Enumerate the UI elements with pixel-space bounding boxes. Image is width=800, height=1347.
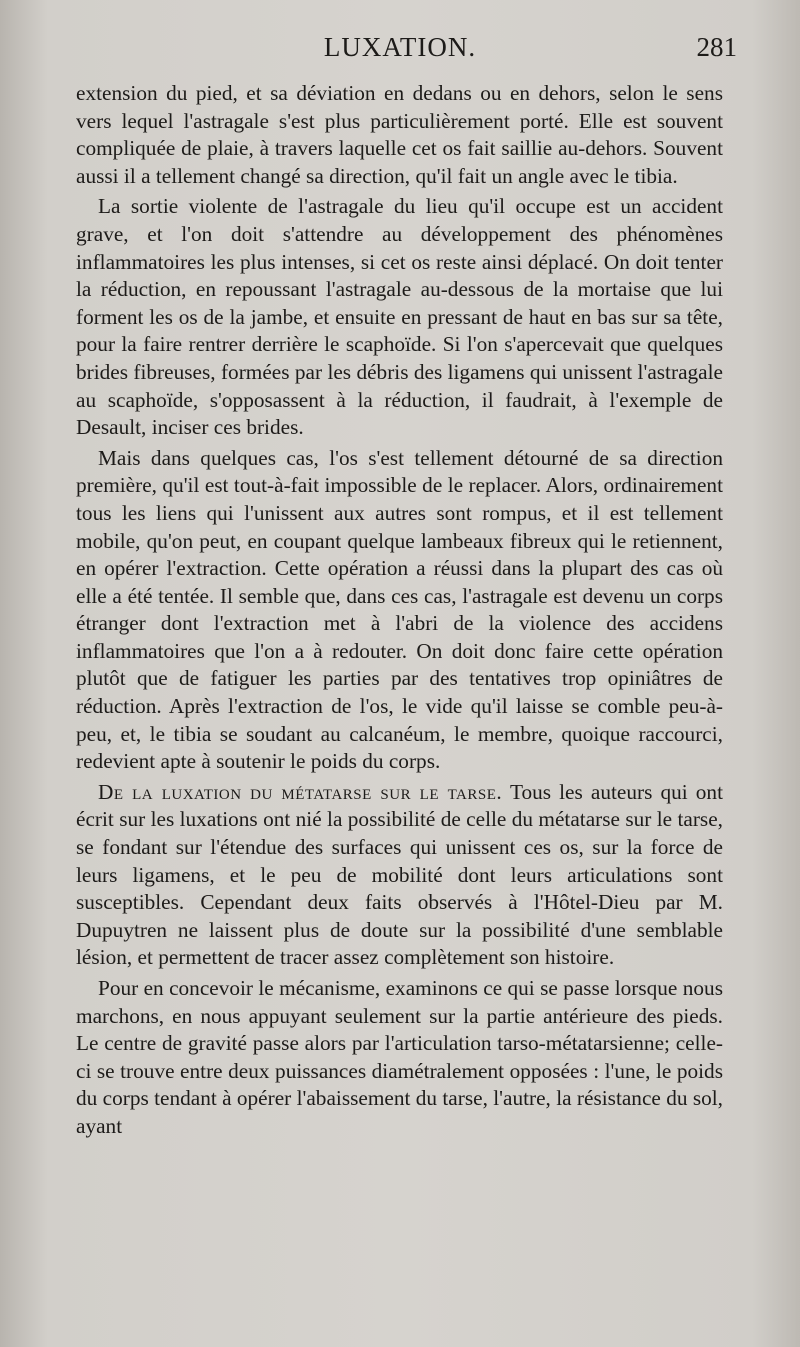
paragraph-2-text: La sortie violente de l'astragale du lieu qu'il occupe est un accident grave, et l'on doit s'attendre au développement des phénomènes inflammatoires les plus intenses, si cet os reste ainsi déplacé. On doit tenter la réduction, en repoussant l'astragale au-dessous de la mortaise que lui forment les os de la jambe, et ensuite en pressant de haut en bas sur sa tête, pour la faire rentrer derrière le scaphoïde. Si l'on s'apercevait que quelques brides fibreuses, formées par les débris des ligamens qui unissent l'astragale au scaphoïde, s'opposassent à la réduction, il faudrait, à l'exemple de Desault, inciser ces brides.: [76, 194, 723, 440]
body-text: [76, 80, 723, 1144]
section-heading: De la luxation du métatarse sur le tarse.: [98, 779, 503, 804]
paragraph-4: [76, 779, 723, 972]
paragraph-1-text: extension du pied, et sa déviation en dedans ou en dehors, selon le sens vers lequel l'astragale s'est plus particulièrement porté. Elle est souvent compliquée de plaie, à travers laquelle cet os fait saillie au-dehors. Souvent aussi il a tellement changé sa direction, qu'il fait un angle avec le tibia.: [76, 81, 723, 188]
paragraph-3: [76, 445, 723, 776]
paragraph-2: [76, 193, 723, 441]
paragraph-4-text: Tous les auteurs qui ont écrit sur les luxations ont nié la possibilité de celle du métatarse sur le tarse, se fondant sur l'étendue des surfaces qui unissent ces os, sur la force de leurs ligamens, et le peu de mobilité dont leurs articulations sont susceptibles. Cependant deux faits observés à l'Hôtel-Dieu par M. Dupuytren ne laissent plus de doute sur la possibilité d'une semblable lésion, et permettent de tracer assez complètement son histoire.: [76, 779, 723, 970]
paragraph-1: [76, 80, 723, 190]
page-number: 281: [696, 32, 737, 62]
paragraph-5-text: Pour en concevoir le mécanisme, examinons ce qui se passe lorsque nous marchons, en nous appuyant seulement sur la partie antérieure des pieds. Le centre de gravité passe alors par l'articulation tarso-métatarsienne; celle-ci se trouve entre deux puissances diamétralement opposées : l'une, le poids du corps tendant à opérer l'abaissement du tarse, l'autre, la résistance du sol, ayant: [76, 976, 723, 1138]
paragraph-5: [76, 975, 723, 1141]
page-header: [75, 32, 737, 72]
paragraph-3-text: Mais dans quelques cas, l'os s'est tellement détourné de sa direction première, qu'il est tout-à-fait impossible de le replacer. Alors, ordinairement tous les liens qui l'unissent aux autres sont rompus, et il est tellement mobile, qu'on peut, en coupant quelque lambeaux fibreux qui le retiennent, en opérer l'extraction. Cette opération a réussi dans la plupart des cas où elle a été tentée. Il semble que, dans ces cas, l'astragale est devenu un corps étranger dont l'extraction met à l'abri de la violence des accidens inflammatoires que l'on a à redouter. On doit donc faire cette opération plutôt que de fatiguer les parties par des tentatives trop opiniâtres de réduction. Après l'extraction de l'os, le vide qu'il laisse se comble peu-à-peu, et, le tibia se soudant au calcanéum, le membre, quoique raccourci, redevient apte à soutenir le poids du corps.: [76, 445, 723, 774]
running-title: LUXATION.: [323, 32, 477, 62]
